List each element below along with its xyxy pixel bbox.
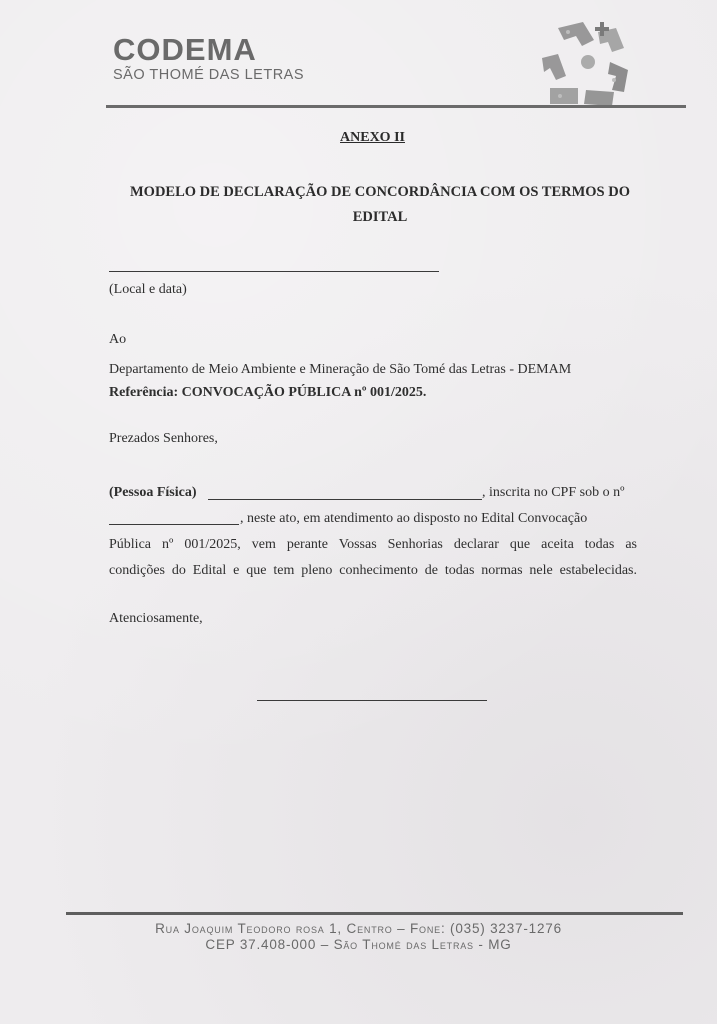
document-title: [110, 180, 650, 230]
greeting: Prezados Senhores,: [109, 431, 218, 446]
body-line-3: Pública nº 001/2025, vem perante Vossas Senhorias declarar que aceita todas as: [109, 537, 637, 552]
header-divider: [106, 105, 686, 108]
recipient-department: Departamento de Meio Ambiente e Mineração de São Tomé das Letras - DEMAM: [109, 362, 572, 377]
brand-subtitle: SÃO THOMÉ DAS LETRAS: [113, 67, 305, 83]
brand-name: CODEMA: [113, 32, 257, 67]
name-blank: [208, 499, 482, 500]
footer-divider: [66, 912, 683, 915]
annex-heading: [0, 130, 717, 146]
recycle-collage-logo-icon: [528, 18, 638, 110]
footer-address: Rua Joaquim Teodoro rosa 1, Centro – Fone: (035) 3237-1276: [155, 921, 562, 936]
recipient-to: Ao: [109, 332, 127, 347]
cpf-blank: [109, 524, 239, 525]
place-date-blank: [109, 271, 439, 272]
signature-line: [257, 700, 487, 701]
reference-line: Referência: CONVOCAÇÃO PÚBLICA nº 001/2025.: [109, 385, 427, 400]
letterhead-brand: [113, 34, 304, 83]
body-line-2-tail: , neste ato, em atendimento ao disposto no Edital Convocação: [240, 511, 588, 526]
body-line-1-tail: , inscrita no CPF sob o nº: [482, 485, 625, 500]
annex-label: ANEXO II: [340, 130, 405, 145]
title-line-1: MODELO DE DECLARAÇÃO DE CONCORDÂNCIA COM OS TERMOS DO: [129, 184, 631, 200]
closing: Atenciosamente,: [109, 611, 203, 626]
footer-postal: CEP 37.408-000 – São Thomé das Letras - MG: [205, 937, 512, 952]
body-line-4: condições do Edital e que tem pleno conhecimento de todas normas nele estabelecidas.: [109, 563, 637, 578]
title-line-2: EDITAL: [352, 209, 408, 225]
person-label: (Pessoa Física): [109, 485, 197, 500]
place-date-caption: (Local e data): [109, 282, 187, 297]
